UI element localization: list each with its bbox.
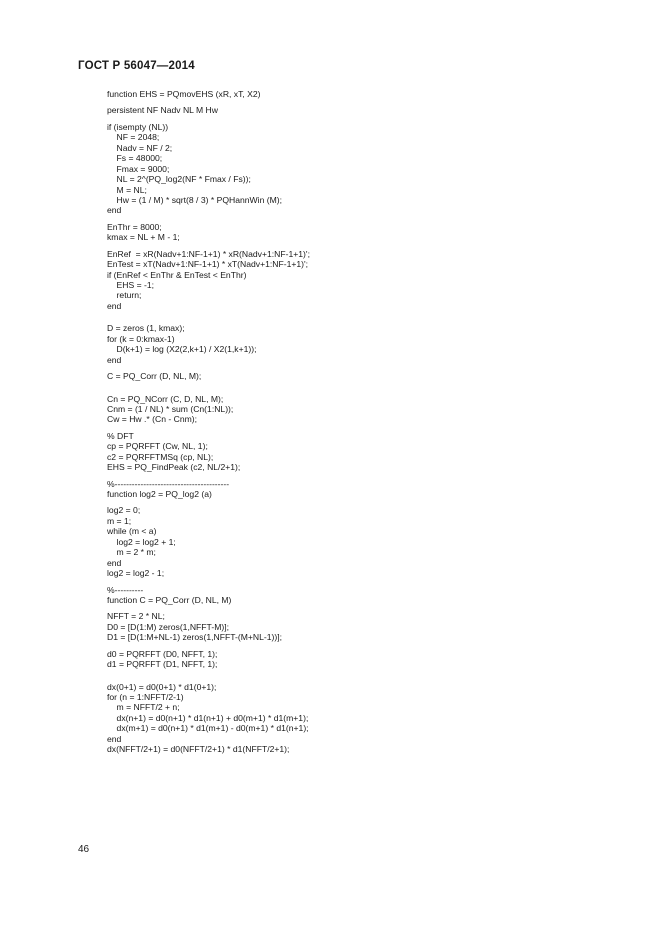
code-line: EnRef = xR(Nadv+1:NF-1+1) * xR(Nadv+1:NF-1+1)'; <box>107 248 310 259</box>
code-line: D(k+1) = log (X2(2,k+1) / X2(1,k+1)); <box>107 344 257 355</box>
document-header: ГОСТ Р 56047—2014 <box>78 60 195 72</box>
code-line: dx(0+1) = d0(0+1) * d1(0+1); <box>107 681 217 692</box>
code-line: Cn = PQ_NCorr (C, D, NL, M); <box>107 393 224 404</box>
code-line: cp = PQRFFT (Cw, NL, 1); <box>107 441 208 452</box>
code-line: if (isempty (NL)) <box>107 121 169 132</box>
code-line: %---------------------------------------- <box>107 478 230 489</box>
code-line: persistent NF Nadv NL M Hw <box>107 105 218 116</box>
code-line: function C = PQ_Corr (D, NL, M) <box>107 594 232 605</box>
code-line: EHS = PQ_FindPeak (c2, NL/2+1); <box>107 462 241 473</box>
code-listing <box>107 89 310 755</box>
code-line: function log2 = PQ_log2 (a) <box>107 489 212 499</box>
code-line: Hw = (1 / M) * sqrt(8 / 3) * PQHannWin (M); <box>107 194 283 205</box>
code-line: %---------- <box>107 584 144 595</box>
code-line: D1 = [D(1:M+NL-1) zeros(1,NFFT-(M+NL-1))]; <box>107 632 283 643</box>
code-line: function EHS = PQmovEHS (xR, xT, X2) <box>107 89 261 99</box>
code-line: dx(n+1) = d0(n+1) * d1(n+1) + d0(m+1) * d1(m+1); <box>107 712 309 723</box>
code-line: d1 = PQRFFT (D1, NFFT, 1); <box>107 659 218 670</box>
code-line: M = NL; <box>107 184 147 195</box>
code-line: end <box>107 733 122 744</box>
code-line: EHS = -1; <box>107 280 155 290</box>
code-line: dx(NFFT/2+1) = d0(NFFT/2+1) * d1(NFFT/2+1); <box>107 744 290 755</box>
code-line: Fs = 48000; <box>107 153 163 164</box>
code-line: NFFT = 2 * NL; <box>107 611 165 622</box>
code-line: m = NFFT/2 + n; <box>107 702 180 713</box>
code-line: dx(m+1) = d0(n+1) * d1(m+1) - d0(m+1) * d1(n+1); <box>107 723 309 734</box>
code-line: m = 1; <box>107 515 132 526</box>
code-line: m = 2 * m; <box>107 547 156 558</box>
code-line: if (EnRef < EnThr & EnTest < EnThr) <box>107 269 247 280</box>
code-line: % DFT <box>107 430 134 441</box>
code-line: end <box>107 557 122 568</box>
code-line: C = PQ_Corr (D, NL, M); <box>107 371 202 382</box>
code-line: Cnm = (1 / NL) * sum (Cn(1:NL)); <box>107 403 234 414</box>
code-line: Fmax = 9000; <box>107 163 170 174</box>
page-number: 46 <box>78 844 90 855</box>
code-line: log2 = log2 + 1; <box>107 536 176 547</box>
code-line: EnTest = xT(Nadv+1:NF-1+1) * xT(Nadv+1:NF-1+1)'; <box>107 259 309 270</box>
code-line: log2 = log2 - 1; <box>107 568 165 579</box>
code-line: while (m < a) <box>107 526 157 537</box>
code-line: d0 = PQRFFT (D0, NFFT, 1); <box>107 648 218 659</box>
code-line: Cw = Hw .* (Cn - Cnm); <box>107 414 198 425</box>
code-line: kmax = NL + M - 1; <box>107 232 180 243</box>
code-line: end <box>107 300 122 311</box>
code-line: end <box>107 205 122 216</box>
code-line: NL = 2^(PQ_log2(NF * Fmax / Fs)); <box>107 174 251 185</box>
code-line: log2 = 0; <box>107 505 141 516</box>
code-line: D = zeros (1, kmax); <box>107 323 185 334</box>
code-line: end <box>107 354 122 365</box>
code-line: c2 = PQRFFTMSq (cp, NL); <box>107 451 214 462</box>
code-line: return; <box>107 290 142 301</box>
code-line: NF = 2048; <box>107 132 160 143</box>
code-line: for (n = 1:NFFT/2-1) <box>107 692 184 702</box>
code-line: Nadv = NF / 2; <box>107 142 173 153</box>
code-line: for (k = 0:kmax-1) <box>107 333 175 344</box>
code-line: D0 = [D(1:M) zeros(1,NFFT-M)]; <box>107 621 229 632</box>
code-line: EnThr = 8000; <box>107 221 162 232</box>
